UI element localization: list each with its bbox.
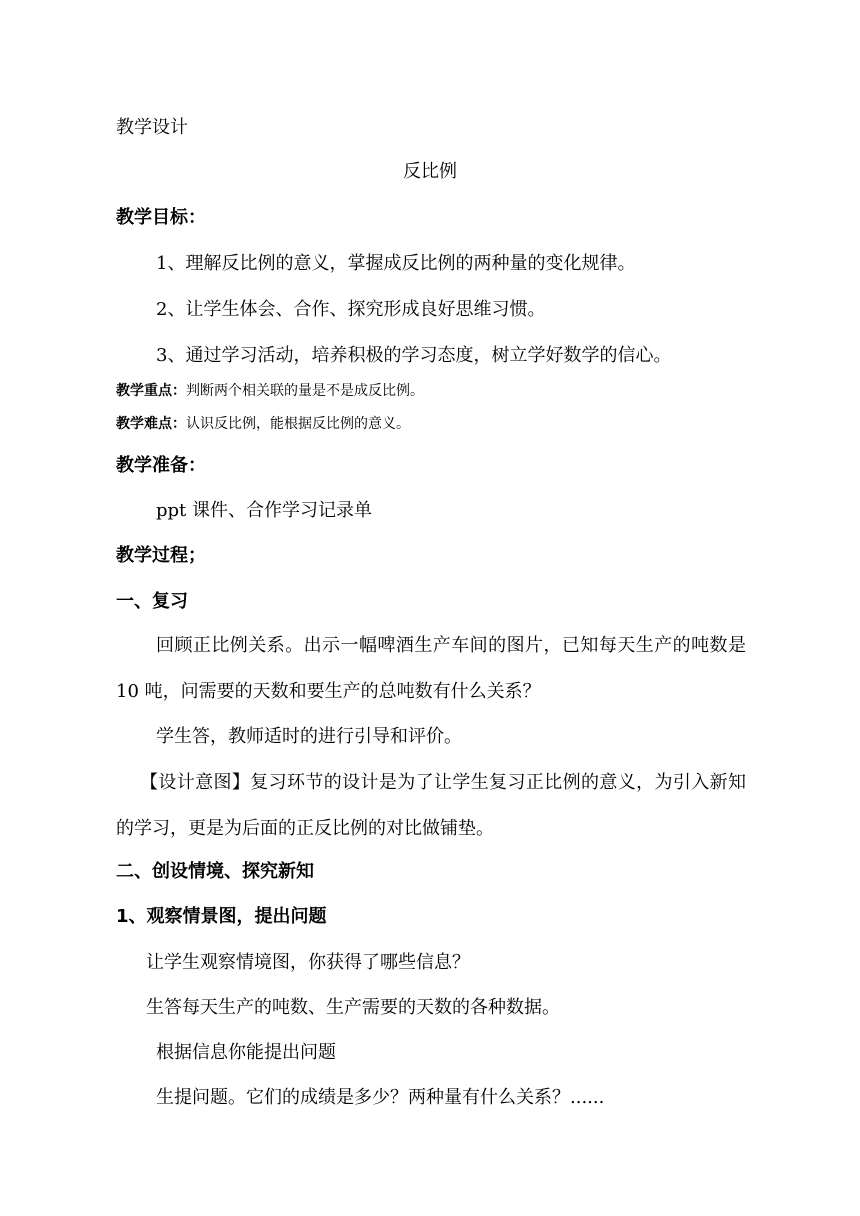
key-point-label: 教学重点： bbox=[116, 383, 186, 399]
process-heading: 教学过程； bbox=[116, 545, 206, 566]
difficulty-label: 教学难点： bbox=[116, 416, 186, 432]
sub1-line-3: 根据信息你能提出问题 bbox=[156, 1042, 336, 1063]
objective-item-3: 3、通过学习活动，培养积极的学习态度，树立学好数学的信心。 bbox=[156, 345, 672, 366]
key-point bbox=[116, 381, 424, 401]
objective-item-1: 1、理解反比例的意义，掌握成反比例的两种量的变化规律。 bbox=[156, 253, 636, 274]
difficulty-text: 认识反比例，能根据反比例的意义。 bbox=[186, 416, 410, 432]
key-point-text: 判断两个相关联的量是不是成反比例。 bbox=[186, 383, 424, 399]
prep-heading: 教学准备： bbox=[116, 455, 206, 476]
difficulty bbox=[116, 414, 410, 434]
doc-header: 教学设计 bbox=[116, 117, 188, 138]
doc-title: 反比例 bbox=[403, 161, 457, 182]
sub1-heading: 1、观察情景图，提出问题 bbox=[116, 906, 327, 927]
sub1-line-4: 生提问题。它们的成绩是多少？两种量有什么关系？...... bbox=[156, 1087, 605, 1108]
section2-heading: 二、创设情境、探究新知 bbox=[116, 861, 314, 882]
section1-heading: 一、复习 bbox=[116, 591, 188, 612]
prep-text: ppt 课件、合作学习记录单 bbox=[156, 500, 372, 521]
section1-paragraph-2: 学生答，教师适时的进行引导和评价。 bbox=[156, 726, 462, 747]
objective-item-2: 2、让学生体会、合作、探究形成良好思维习惯。 bbox=[156, 299, 546, 320]
section1-paragraph-1: 回顾正比例关系。出示一幅啤酒生产车间的图片，已知每天生产的吨数是 10 吨，问需要的天数和要生产的总吨数有什么关系？ bbox=[116, 635, 746, 702]
sub1-line-2: 生答每天生产的吨数、生产需要的天数的各种数据。 bbox=[146, 997, 560, 1018]
section1-design-intent: 【设计意图】复习环节的设计是为了让学生复习正比例的意义，为引入新知的学习，更是为后面的正反比例的对比做铺垫。 bbox=[116, 772, 746, 839]
sub1-line-1: 让学生观察情境图，你获得了哪些信息？ bbox=[146, 952, 470, 973]
objectives-heading: 教学目标： bbox=[116, 207, 206, 228]
